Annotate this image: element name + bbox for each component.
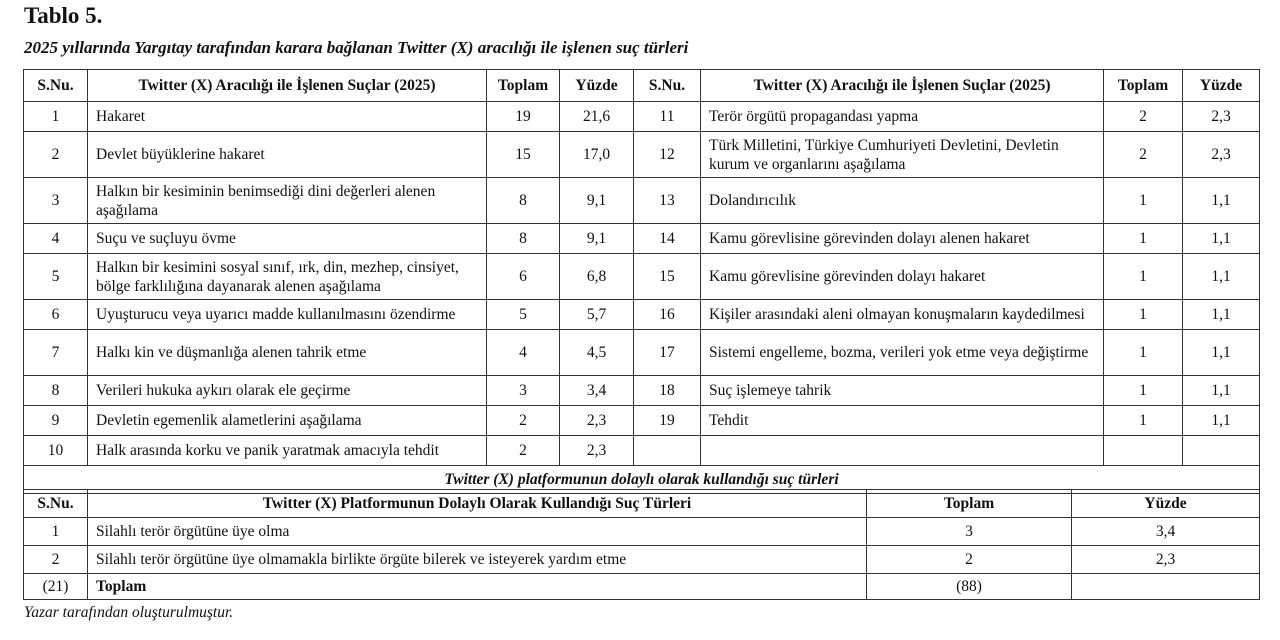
- table-cell: 1,1: [1183, 330, 1260, 376]
- table-cell: Suçu ve suçluyu övme: [88, 224, 487, 254]
- table-cell: 9: [24, 406, 88, 436]
- table-row: [24, 178, 1260, 224]
- table-row: [24, 436, 1260, 466]
- table-cell: 1,1: [1183, 300, 1260, 330]
- total-value: (88): [867, 574, 1072, 600]
- table-cell: Suç işlemeye tahrik: [701, 376, 1104, 406]
- table-row: [24, 254, 1260, 300]
- table-cell: 12: [634, 132, 701, 178]
- table-subtitle: 2025 yıllarında Yargıtay tarafından karara bağlanan Twitter (X) aracılığı ile işlenen suç türleri: [24, 38, 689, 57]
- total-sn: (21): [24, 574, 88, 600]
- table-cell: 2,3: [1072, 546, 1260, 574]
- table-cell: [634, 436, 701, 466]
- table-cell: Devletin egemenlik alametlerini aşağılama: [88, 406, 487, 436]
- table-cell: 8: [487, 224, 560, 254]
- table-cell: 8: [24, 376, 88, 406]
- table-cell: 4: [24, 224, 88, 254]
- column-header: Yüzde: [1072, 490, 1260, 518]
- table-cell: 2: [487, 406, 560, 436]
- table-row: [24, 132, 1260, 178]
- table-cell: Halkın bir kesimini sosyal sınıf, ırk, din, mezhep, cinsiyet, bölge farklılığına dayanarak alenen aşağılama: [88, 254, 487, 300]
- table-cell: 1: [1104, 300, 1183, 330]
- table-cell: 11: [634, 102, 701, 132]
- table-cell: 2,3: [1183, 102, 1260, 132]
- table-cell: 13: [634, 178, 701, 224]
- table-cell: 16: [634, 300, 701, 330]
- table-cell: 6,8: [560, 254, 634, 300]
- column-header: Twitter (X) Aracılığı ile İşlenen Suçlar (2025): [701, 70, 1104, 102]
- column-header: Toplam: [1104, 70, 1183, 102]
- table-cell: [1104, 436, 1183, 466]
- table-cell: Silahlı terör örgütüne üye olma: [88, 518, 867, 546]
- table-cell: Devlet büyüklerine hakaret: [88, 132, 487, 178]
- table-title: Tablo 5.: [24, 3, 103, 28]
- total-percent: [1072, 574, 1260, 600]
- table-cell: 2: [487, 436, 560, 466]
- table-cell: 3: [24, 178, 88, 224]
- total-row: [24, 574, 1260, 600]
- table-row: [24, 102, 1260, 132]
- table-cell: 17,0: [560, 132, 634, 178]
- table-cell: 1: [1104, 254, 1183, 300]
- table-cell: 18: [634, 376, 701, 406]
- table-cell: Terör örgütü propagandası yapma: [701, 102, 1104, 132]
- table-cell: Sistemi engelleme, bozma, verileri yok etme veya değiştirme: [701, 330, 1104, 376]
- table-cell: 3,4: [1072, 518, 1260, 546]
- column-header: Toplam: [867, 490, 1072, 518]
- column-header: Twitter (X) Aracılığı ile İşlenen Suçlar (2025): [88, 70, 487, 102]
- table-header-row: [24, 490, 1260, 518]
- column-header: S.Nu.: [24, 70, 88, 102]
- table-cell: 1: [24, 518, 88, 546]
- column-header: S.Nu.: [24, 490, 88, 518]
- table-cell: 2: [1104, 102, 1183, 132]
- table-cell: [701, 436, 1104, 466]
- table-cell: 6: [24, 300, 88, 330]
- table-cell: 8: [487, 178, 560, 224]
- table-cell: 1,1: [1183, 224, 1260, 254]
- table-cell: 9,1: [560, 178, 634, 224]
- table-cell: 3,4: [560, 376, 634, 406]
- table-cell: 2,3: [1183, 132, 1260, 178]
- table-cell: Verileri hukuka aykırı olarak ele geçirme: [88, 376, 487, 406]
- table-cell: 2: [24, 132, 88, 178]
- table-cell: Kamu görevlisine görevinden dolayı alenen hakaret: [701, 224, 1104, 254]
- table-cell: Kişiler arasındaki aleni olmayan konuşmaların kaydedilmesi: [701, 300, 1104, 330]
- table-cell: 9,1: [560, 224, 634, 254]
- table-row: [24, 406, 1260, 436]
- main-crimes-table: [23, 69, 1260, 494]
- table-cell: 5: [24, 254, 88, 300]
- table-cell: [1183, 436, 1260, 466]
- table-cell: Tehdit: [701, 406, 1104, 436]
- column-header: S.Nu.: [634, 70, 701, 102]
- table-cell: 2: [1104, 132, 1183, 178]
- table-cell: Uyuşturucu veya uyarıcı madde kullanılmasını özendirme: [88, 300, 487, 330]
- table-row: [24, 330, 1260, 376]
- table-cell: Halk arasında korku ve panik yaratmak amacıyla tehdit: [88, 436, 487, 466]
- table-cell: 4: [487, 330, 560, 376]
- table-cell: 1: [1104, 376, 1183, 406]
- table-cell: 1,1: [1183, 254, 1260, 300]
- table-cell: Kamu görevlisine görevinden dolayı hakaret: [701, 254, 1104, 300]
- table-cell: 19: [487, 102, 560, 132]
- table-cell: 1,1: [1183, 376, 1260, 406]
- table-cell: 3: [867, 518, 1072, 546]
- table-cell: 15: [487, 132, 560, 178]
- table-row: [24, 376, 1260, 406]
- source-note: Yazar tarafından oluşturulmuştur.: [24, 604, 234, 621]
- table-row: [24, 224, 1260, 254]
- table-cell: 4,5: [560, 330, 634, 376]
- table-cell: Silahlı terör örgütüne üye olmamakla birlikte örgüte bilerek ve isteyerek yardım etme: [88, 546, 867, 574]
- table-cell: 21,6: [560, 102, 634, 132]
- table-cell: Halkın bir kesiminin benimsediği dini değerleri alenen aşağılama: [88, 178, 487, 224]
- column-header: Yüzde: [1183, 70, 1260, 102]
- total-label: Toplam: [88, 574, 867, 600]
- table-cell: 15: [634, 254, 701, 300]
- table-cell: Dolandırıcılık: [701, 178, 1104, 224]
- table-cell: 1: [1104, 330, 1183, 376]
- table-cell: 1: [1104, 178, 1183, 224]
- table-cell: Türk Milletini, Türkiye Cumhuriyeti Devletini, Devletin kurum ve organlarını aşağılama: [701, 132, 1104, 178]
- column-header: Toplam: [487, 70, 560, 102]
- table-cell: Hakaret: [88, 102, 487, 132]
- table-cell: 2: [24, 546, 88, 574]
- table-cell: 2: [867, 546, 1072, 574]
- table-row: [24, 300, 1260, 330]
- table-cell: 10: [24, 436, 88, 466]
- table-cell: 2,3: [560, 436, 634, 466]
- column-header: Twitter (X) Platformunun Dolaylı Olarak Kullandığı Suç Türleri: [88, 490, 867, 518]
- table-row: [24, 518, 1260, 546]
- indirect-crimes-table: [23, 489, 1260, 600]
- table-cell: 14: [634, 224, 701, 254]
- table-cell: 1: [1104, 224, 1183, 254]
- table-cell: 1,1: [1183, 406, 1260, 436]
- table-cell: 5: [487, 300, 560, 330]
- table-cell: 7: [24, 330, 88, 376]
- table-cell: 3: [487, 376, 560, 406]
- table-cell: Halkı kin ve düşmanlığa alenen tahrik etme: [88, 330, 487, 376]
- table-row: [24, 546, 1260, 574]
- table-cell: 5,7: [560, 300, 634, 330]
- table-cell: 2,3: [560, 406, 634, 436]
- section-title: Twitter (X) platformunun dolaylı olarak kullandığı suç türleri: [24, 466, 1260, 494]
- table-cell: 19: [634, 406, 701, 436]
- table-cell: 17: [634, 330, 701, 376]
- table-cell: 6: [487, 254, 560, 300]
- column-header: Yüzde: [560, 70, 634, 102]
- table-cell: 1: [1104, 406, 1183, 436]
- table-cell: 1: [24, 102, 88, 132]
- table-cell: 1,1: [1183, 178, 1260, 224]
- table-header-row: [24, 70, 1260, 102]
